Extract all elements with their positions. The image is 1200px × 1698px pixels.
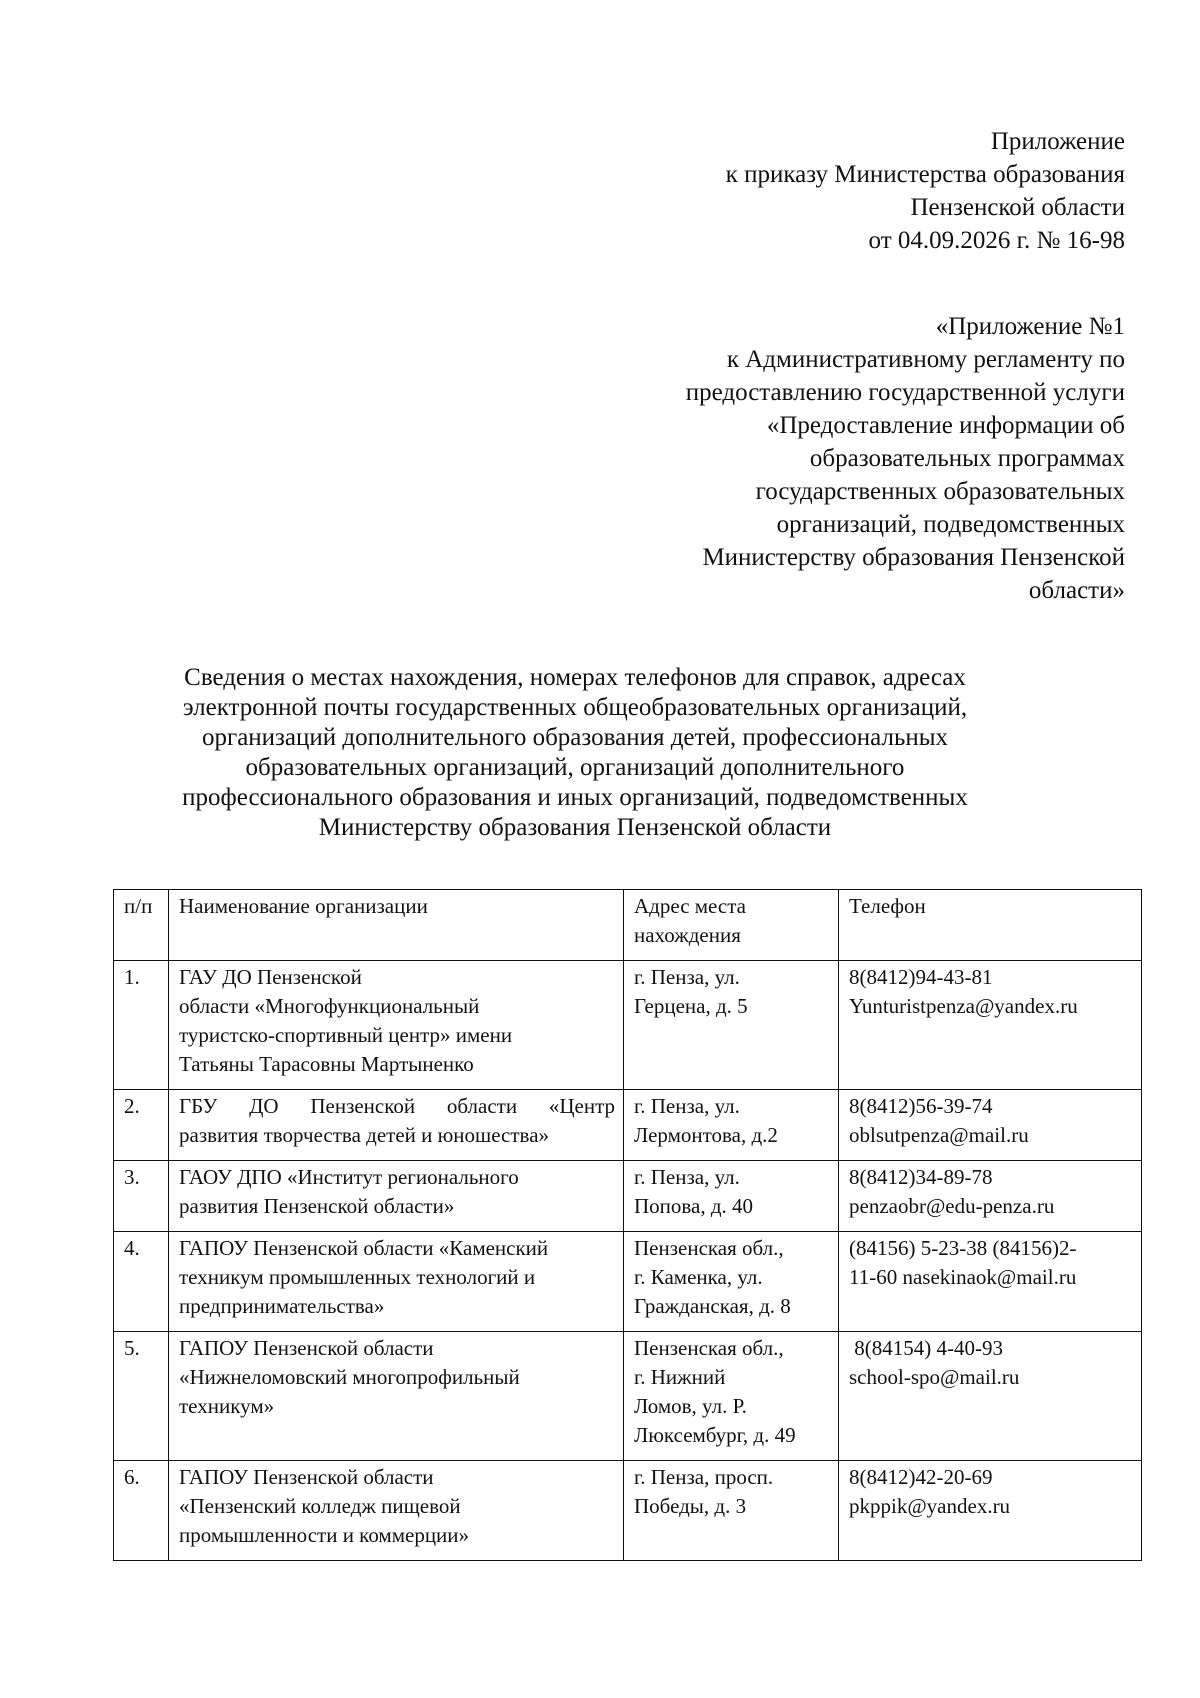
row-address-line: г. Нижний <box>634 1365 726 1389</box>
row-address-line: Люксембург, д. 49 <box>634 1423 796 1447</box>
header-address-text: Адрес места <box>634 894 746 918</box>
row-num <box>114 1461 169 1561</box>
row-address <box>624 1232 839 1332</box>
row-address-line: г. Пенза, ул. <box>634 1094 740 1118</box>
header-line: к приказу Министерства образования <box>725 161 1125 188</box>
row-address-line: г. Пенза, ул. <box>634 965 740 989</box>
row-address-line: г. Пенза, просп. <box>634 1465 774 1489</box>
annex-line: государственных образовательных <box>755 478 1125 505</box>
row-name-line: ГАПОУ Пензенской области «Каменский <box>179 1236 549 1260</box>
organizations-table <box>113 889 1142 1561</box>
title-line: электронной почты государственных общеобразовательных организаций, <box>182 694 968 721</box>
row-num-text: 1. <box>124 965 140 989</box>
row-num <box>114 1332 169 1461</box>
row-email-line: pkppik@yandex.ru <box>849 1494 1011 1518</box>
row-address <box>624 961 839 1090</box>
row-name <box>169 1090 624 1161</box>
annex-line: области» <box>1028 577 1125 604</box>
annex-line: к Административному регламенту по <box>726 346 1125 373</box>
row-name-line: «Нижнеломовский многопрофильный <box>179 1365 520 1389</box>
header-line: Пензенской области <box>910 194 1125 221</box>
row-phone <box>839 1461 1142 1561</box>
header-phone-text: Телефон <box>849 894 926 918</box>
row-name-line: предпринимательства» <box>179 1294 385 1318</box>
row-name-line: ГБУ ДО Пензенской области «Центр <box>179 1094 615 1118</box>
row-name-line: развития творчества детей и юношества» <box>179 1123 550 1147</box>
row-address <box>624 1332 839 1461</box>
row-name-line: ГАОУ ДПО «Институт регионального <box>179 1165 519 1189</box>
row-num-text: 4. <box>124 1236 140 1260</box>
row-num <box>114 1090 169 1161</box>
row-name-line: ГАУ ДО Пензенской <box>179 965 362 989</box>
header-name <box>169 890 624 961</box>
row-address-line: Герцена, д. 5 <box>634 994 748 1018</box>
row-num-text: 3. <box>124 1165 140 1189</box>
row-address-line: Гражданская, д. 8 <box>634 1294 791 1318</box>
table-row <box>114 1232 1142 1332</box>
row-num-text: 5. <box>124 1336 140 1360</box>
annex-line: «Приложение №1 <box>935 313 1125 340</box>
table-header-row <box>114 890 1142 961</box>
table-row <box>114 1090 1142 1161</box>
header-phone <box>839 890 1142 961</box>
row-phone-line: (84156) 5-23-38 (84156)2- <box>849 1236 1077 1260</box>
header-num <box>114 890 169 961</box>
row-phone-line: 8(8412)34-89-78 <box>849 1165 993 1189</box>
row-num-text: 2. <box>124 1094 140 1118</box>
annex-line: предоставлению государственной услуги <box>685 379 1125 406</box>
row-address <box>624 1090 839 1161</box>
row-address <box>624 1461 839 1561</box>
row-num <box>114 1161 169 1232</box>
row-name-line: «Пензенский колледж пищевой <box>179 1494 461 1518</box>
table-row <box>114 1332 1142 1461</box>
annex-line: Министерству образования Пензенской <box>702 544 1125 571</box>
row-address-line: г. Пенза, ул. <box>634 1165 740 1189</box>
row-address-line: Пензенская обл., <box>634 1236 784 1260</box>
header-line: Приложение <box>990 128 1125 155</box>
row-phone-line: 8(8412)94-43-81 <box>849 965 993 989</box>
row-name-line: промышленности и коммерции» <box>179 1523 470 1547</box>
row-phone-line: 8(84154) 4-40-93 <box>849 1336 1003 1360</box>
title-line: Министерству образования Пензенской области <box>318 814 832 841</box>
row-phone <box>839 1090 1142 1161</box>
row-name-line: Татьяны Тарасовны Мартыненко <box>179 1052 474 1076</box>
row-phone-line: 8(8412)56-39-74 <box>849 1094 993 1118</box>
table-row <box>114 1161 1142 1232</box>
annex-line: «Предоставление информации об <box>766 412 1125 439</box>
annex-line: организаций, подведомственных <box>776 511 1125 538</box>
row-name <box>169 1461 624 1561</box>
row-address-line: Ломов, ул. Р. <box>634 1394 747 1418</box>
header-line: от 04.09.2026 г. № 16-98 <box>868 227 1125 254</box>
row-phone <box>839 1332 1142 1461</box>
row-email-line: Yunturistpenza@yandex.ru <box>849 994 1078 1018</box>
annex-header <box>686 310 1125 607</box>
row-phone-line: 8(8412)42-20-69 <box>849 1465 993 1489</box>
title-line: организаций дополнительного образования детей, профессиональных <box>201 724 949 751</box>
title-line: профессионального образования и иных организаций, подведомственных <box>182 784 968 811</box>
row-address-line: Пензенская обл., <box>634 1336 784 1360</box>
row-name-line: техникум» <box>179 1394 275 1418</box>
row-name-line: развития Пензенской области» <box>179 1194 455 1218</box>
row-email-line: 11-60 nasekinaok@mail.ru <box>849 1265 1077 1289</box>
row-phone <box>839 1232 1142 1332</box>
header-address-text: нахождения <box>634 923 741 947</box>
row-email-line: penzaobr@edu-penza.ru <box>849 1194 1055 1218</box>
row-phone <box>839 1161 1142 1232</box>
row-phone <box>839 961 1142 1090</box>
header-name-text: Наименование организации <box>179 894 428 918</box>
row-num <box>114 1232 169 1332</box>
row-name-line: туристско-спортивный центр» имени <box>179 1023 513 1047</box>
title-line: образовательных организаций, организаций дополнительного <box>245 754 905 781</box>
table-row <box>114 1461 1142 1561</box>
row-address-line: Лермонтова, д.2 <box>634 1123 778 1147</box>
row-email-line: oblsutpenza@mail.ru <box>849 1123 1029 1147</box>
table-row <box>114 961 1142 1090</box>
row-name <box>169 961 624 1090</box>
order-header <box>726 125 1125 257</box>
row-name <box>169 1161 624 1232</box>
row-name-line: ГАПОУ Пензенской области <box>179 1465 434 1489</box>
row-name-line: ГАПОУ Пензенской области <box>179 1336 434 1360</box>
row-address-line: г. Каменка, ул. <box>634 1265 763 1289</box>
header-address <box>624 890 839 961</box>
row-address <box>624 1161 839 1232</box>
title-line: Сведения о местах нахождения, номерах телефонов для справок, адресах <box>184 664 966 691</box>
row-num-text: 6. <box>124 1465 140 1489</box>
row-num <box>114 961 169 1090</box>
row-name-line: техникум промышленных технологий и <box>179 1265 536 1289</box>
header-num-text: п/п <box>124 894 153 918</box>
row-name <box>169 1232 624 1332</box>
row-address-line: Попова, д. 40 <box>634 1194 754 1218</box>
row-name-line: области «Многофункциональный <box>179 994 480 1018</box>
annex-line: образовательных программах <box>809 445 1125 472</box>
row-address-line: Победы, д. 3 <box>634 1494 747 1518</box>
row-email-line: school-spo@mail.ru <box>849 1365 1020 1389</box>
document-title <box>180 663 970 843</box>
row-name <box>169 1332 624 1461</box>
